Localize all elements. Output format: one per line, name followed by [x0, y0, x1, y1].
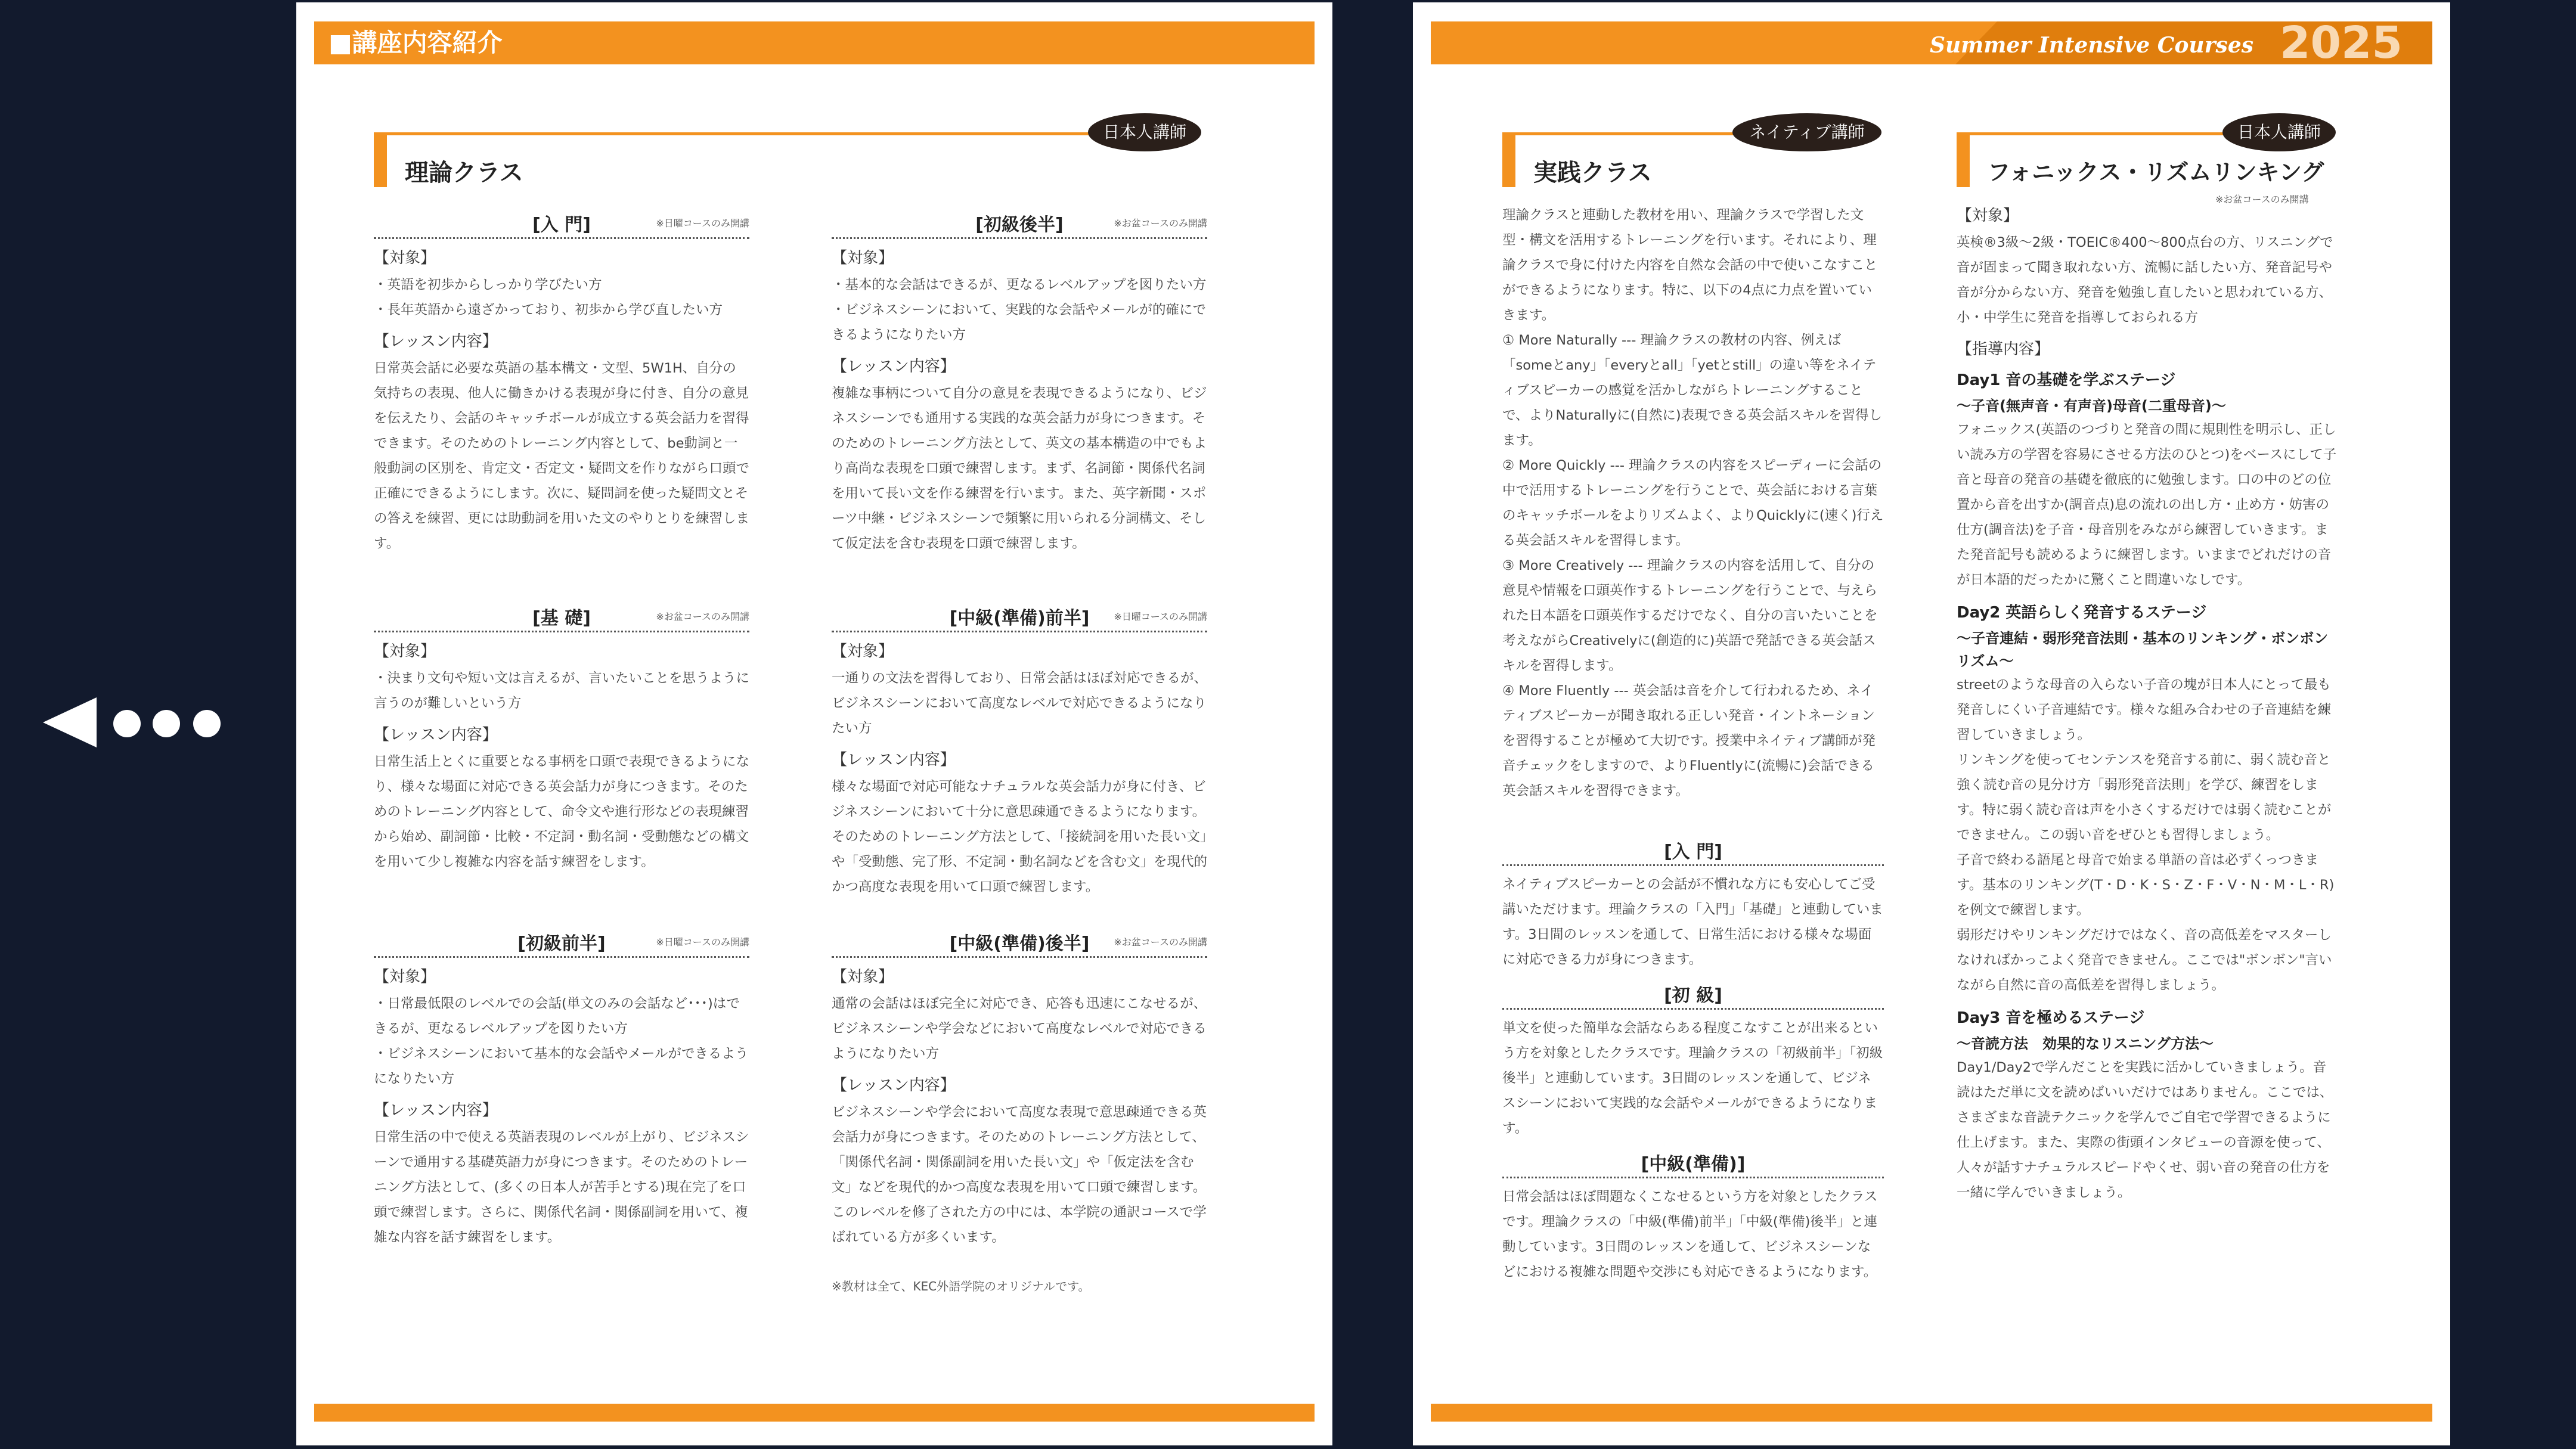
class-note: ※お盆コースのみ開講	[656, 611, 749, 622]
target-item: ・日常最低限のレベルでの会話(単文のみの会話など･･･)はできるが、更なるレベルアップを図りたい方	[374, 996, 740, 1037]
class-title: [初級後半]	[975, 215, 1064, 235]
target-label: 【対象】	[374, 643, 436, 660]
target-label: 【対象】	[1957, 207, 2019, 225]
target-item: ・ビジネスシーンにおいて、実践的な会話やメールが的確にできるようになりたい方	[832, 302, 1206, 343]
class-header	[374, 925, 749, 958]
class-block	[832, 206, 1207, 556]
class-note: ※日曜コースのみ開講	[656, 218, 749, 229]
day-text: streetのような母音の入らない子音の塊が日本人にとって最も発音しにくい子音連結です。様々な組み合わせの子音連結を練習していきましょう。	[1957, 677, 2332, 743]
practice-intro: 理論クラスと連動した教材を用い、理論クラスで学習した文型・構文を活用するトレーニングを行います。それにより、理論クラスで身に付けた内容を自然な会話の中で使いこなすことができるようになります。特に、以下の4点に力点を置いていきます。	[1502, 207, 1878, 323]
day-text: リンキングを使ってセンテンスを発音する前に、弱く読む音と強く読む音の見分け方「弱形発音法則」を学び、練習をします。特に弱く読む音は声を小さくするだけでは弱く読むことができません。この弱い音をぜひとも習得しましょう。	[1957, 752, 2332, 843]
lesson-text: 日常生活の中で使える英語表現のレベルが上がり、ビジネスシーンで通用する基礎英語力が身につきます。そのためのトレーニング方法として、(多くの日本人が苦手とする)現在完了を口頭で練習します。さらに、関係代名詞・関係副詞を用いて、複雑な内容を話す練習をします。	[374, 1130, 749, 1245]
materials-footnote: ※教材は全て、KEC外語学院のオリジナルです。	[832, 1279, 1090, 1293]
class-block	[374, 925, 749, 1250]
class-block	[832, 600, 1207, 899]
accent-vertical-line	[1502, 132, 1515, 187]
practice-point: ③ More Creatively --- 理論クラスの内容を活用して、自分の意見や情報を口頭英作するトレーニングを行うことで、与えられた日本語を口頭英作するだけでなく、自分の言いたいことを考えながらCreativelyに(創造的に)英語で発話できる英会話スキルを習得します。	[1502, 558, 1878, 674]
class-title: [中級(準備)前半]	[949, 608, 1090, 629]
theory-column-right	[832, 925, 1207, 1250]
target-item: ・長年英語から遠ざかっており、初歩から学び直したい方	[374, 302, 723, 318]
target-label: 【対象】	[374, 968, 436, 986]
right-footer-bar	[1431, 1404, 2432, 1422]
day-title: Day1 音の基礎を学ぶステージ	[1957, 371, 2176, 389]
lesson-text: 日常生活上とくに重要となる事柄を口頭で表現できるようになり、様々な場面に対応できる英会話力が身につきます。そのためのトレーニング内容として、命令文や進行形などの表現練習から始め、副詞節・比較・不定詞・動名詞・受動態などの構文を用いて少し複雑な内容を話す練習をします。	[374, 754, 750, 870]
level-text: 単文を使った簡単な会話ならある程度こなすことが出来るという方を対象としたクラスです。理論クラスの「初級前半」「初級後半」と連動しています。3日間のレッスンを通して、ビジネスシーンにおいて実践的な会話やメールができるようになります。	[1502, 1020, 1883, 1136]
phonics-note: ※お盆コースのみ開講	[2215, 194, 2309, 205]
class-block	[374, 206, 749, 556]
target-item: ・ビジネスシーンにおいて基本的な会話やメールができるようになりたい方	[374, 1046, 749, 1087]
day-subtitle: 〜子音連結・弱形発音法則・基本のリンキング・ボンボンリズム〜	[1957, 630, 2329, 669]
page-dot-3[interactable]	[193, 710, 221, 737]
target-label: 【対象】	[832, 249, 894, 267]
accent-vertical-line	[374, 132, 387, 187]
target-item: ・英語を初歩からしっかり学びたい方	[374, 277, 602, 293]
target-item: 一通りの文法を習得しており、日常会話はほぼ対応できるが、ビジネスシーンにおいて高度なレベルで対応できるようになりたい方	[832, 671, 1208, 736]
day-text: 弱形だけやリンキングだけではなく、音の高低差をマスターしなければかっこよく発音できません。ここでは"ボンボン"言いながら自然に音の高低差を習得しましょう。	[1957, 927, 2332, 993]
class-note: ※お盆コースのみ開講	[1114, 218, 1207, 229]
level-title: [入 門]	[1664, 842, 1722, 862]
practice-point: ② More Quickly --- 理論クラスの内容をスピーディーに会話の中で活用するトレーニングを行うことで、英会話における言葉のキャッチボールをよりリズムよく、よりQuicklyに(速く)行える英会話スキルを習得します。	[1502, 458, 1884, 548]
class-header	[374, 600, 749, 632]
day-subtitle: 〜音読方法 効果的なリスニング方法〜	[1957, 1035, 2214, 1052]
class-title: [基 礎]	[532, 608, 591, 629]
lesson-label: 【レッスン内容】	[374, 333, 498, 350]
right-header-bar	[1431, 17, 2432, 69]
section-title: フォニックス・リズムリンキング	[1988, 159, 2324, 185]
lesson-label: 【レッスン内容】	[374, 1102, 498, 1119]
practice-point: ④ More Fluently --- 英会話は音を介して行われるため、ネイティブスピーカーが聞き取れる正しい発音・イントネーションを習得することが極めて大切です。授業中ネイティブ講師が発音チェックをしますので、よりFluentlyに(流暢に)会話できる英会話スキルを習得できます。	[1502, 683, 1876, 799]
lesson-label: 【レッスン内容】	[832, 1076, 956, 1094]
page-title: ■講座内容紹介	[328, 28, 503, 57]
target-text: 英検®3級〜2級・TOEIC®400〜800点台の方、リスニングで音が固まって聞き取れない方、流暢に話したい方、発音記号や音が分からない方、発音を勉強し直したいと思われている方、小・中学生に発音を指導しておられる方	[1957, 235, 2333, 325]
target-label: 【対象】	[374, 249, 436, 267]
target-label: 【対象】	[832, 968, 894, 986]
theory-column-right	[832, 600, 1207, 899]
level-text: ネイティブスピーカーとの会話が不慣れな方にも安心してご受講いただけます。理論クラスの「入門」「基礎」と連動しています。3日間のレッスンを通して、日常生活における様々な場面に対応できる力が身につきます。	[1502, 877, 1883, 967]
class-header	[832, 206, 1207, 239]
left-header-bar	[314, 21, 1315, 64]
theory-column-left	[374, 925, 749, 1250]
practice-column	[1502, 203, 1884, 803]
day-text: フォニックス(英語のつづりと発音の間に規則性を明示し、正しい読み方の学習を容易にさせる方法のひとつ)をベースにして子音と母音の発音の基礎を徹底的に勉強します。口の中のどの位置から音を出すか(調音点)息の流れの出し方・止め方・妨害の仕方(調音法)を子音・母音別をみながら練習していきます。また発音記号も読めるように練習します。いままでどれだけの音が日本語的だったかに驚くこと間違いなしです。	[1957, 422, 2337, 588]
class-header	[374, 206, 749, 239]
left-page	[296, 2, 1332, 1445]
accent-vertical-line	[1957, 132, 1970, 187]
theory-column-left	[374, 206, 749, 556]
target-item: 通常の会話はほぼ完全に対応でき、応答も迅速にこなせるが、ビジネスシーンや学会などにおいて高度なレベルで対応できるようになりたい方	[832, 996, 1207, 1062]
section-title: 理論クラス	[405, 159, 523, 187]
class-note: ※日曜コースのみ開講	[1114, 611, 1207, 622]
right-page	[1413, 2, 2450, 1445]
theory-column-left	[374, 600, 749, 874]
header-year: 2025	[2280, 17, 2403, 69]
target-item: ・決まり文句や短い文は言えるが、言いたいことを思うように言うのが難しいという方	[374, 671, 750, 711]
class-note: ※お盆コースのみ開講	[1114, 936, 1207, 948]
class-title: [初級前半]	[517, 933, 606, 954]
day-title: Day3 音を極めるステージ	[1957, 1009, 2145, 1027]
theory-section-head	[374, 132, 1202, 192]
day-text: 子音で終わる語尾と母音で始まる単語の音は必ずくっつきます。基本のリンキング(T・D・K・S・Z・F・V・N・M・L・R)を例文で練習します。	[1957, 852, 2335, 918]
day-subtitle: 〜子音(無声音・有声音)母音(二重母音)〜	[1957, 398, 2226, 414]
lesson-label: 【レッスン内容】	[374, 726, 498, 744]
day-title: Day2 英語らしく発音するステージ	[1957, 604, 2207, 622]
level-title: [中級(準備)]	[1641, 1154, 1746, 1175]
level-header	[1502, 977, 1884, 1010]
class-title: [入 門]	[532, 215, 591, 235]
level-header	[1502, 833, 1884, 866]
level-header	[1502, 1146, 1884, 1178]
lesson-label: 【レッスン内容】	[832, 358, 956, 376]
class-header	[832, 600, 1207, 632]
day-text: Day1/Day2で学んだことを実践に活かしていきましょう。音読はただ単に文を読めばいいだけではありません。ここでは、さまざまな音読テクニックを学んでご自宅で学習できるように仕上げます。また、実際の街頭インタビューの音源を使って、人々が話すナチュラルスピードやくせ、弱い音の発音の仕方を一緒に学んでいきましょう。	[1957, 1060, 2333, 1200]
class-title: [中級(準備)後半]	[949, 933, 1090, 954]
page-dot-1[interactable]	[113, 710, 141, 737]
prev-page-icon[interactable]	[43, 697, 97, 747]
target-item: ・基本的な会話はできるが、更なるレベルアップを図りたい方	[832, 277, 1207, 293]
lesson-text: ビジネスシーンや学会において高度な表現で意思疎通できる英会話力が身につきます。そのためのトレーニング方法として、「関係代名詞・関係副詞を用いた長い文」や「仮定法を含む文」などを現代的かつ高度な表現を用いて口頭で練習します。このレベルを修了された方の中には、本学院の通訳コースで学ばれている方が多くいます。	[832, 1104, 1207, 1245]
instructor-badge: ネイティブ講師	[1732, 113, 1881, 151]
class-header	[832, 925, 1207, 958]
class-block	[832, 925, 1207, 1250]
lesson-text: 複雑な事柄について自分の意見を表現できるようになり、ビジネスシーンでも通用する実践的な英会話力が身につきます。そのためのトレーニング方法として、英文の基本構造の中でもより高尚な表現を口頭で練習します。まず、名詞節・関係代名詞を用いて長い文を作る練習を行います。また、英字新聞・スポーツ中継・ビジネスシーンで頻繁に用いられる分詞構文、そして仮定法を含む表現を口頭で練習します。	[832, 386, 1207, 551]
practice-point: ① More Naturally --- 理論クラスの教材の内容、例えば「someとany」「everyとall」「yetとstill」の違い等をネイティブスピーカーの感覚を活かしながらトレーニングすることで、よりNaturallyに(自然に)表現できる英会話スキルを習得します。	[1502, 333, 1882, 448]
section-title: 実践クラス	[1533, 159, 1652, 187]
lesson-label: 【レッスン内容】	[832, 751, 956, 769]
page-dot-2[interactable]	[153, 710, 180, 737]
header-subtitle: Summer Intensive Courses	[1929, 33, 2253, 58]
guidance-label: 【指導内容】	[1957, 340, 2050, 358]
lesson-text: 様々な場面で対応可能なナチュラルな英会話力が身に付き、ビジネスシーンにおいて十分に意思疎通できるようになります。そのためのトレーニング方法として、「接続詞を用いた長い文」や「受動態、完了形、不定詞・動名詞などを含む文」を現代的かつ高度な表現を用いて口頭で練習します。	[832, 779, 1208, 895]
level-title: [初 級]	[1664, 985, 1722, 1006]
left-footer-bar	[314, 1404, 1315, 1422]
class-note: ※日曜コースのみ開講	[656, 936, 749, 948]
target-label: 【対象】	[832, 643, 894, 660]
level-text: 日常会話はほぼ問題なくこなせるという方を対象としたクラスです。理論クラスの「中級(準備)前半」「中級(準備)後半」と連動しています。3日間のレッスンを通して、ビジネスシーンなどにおける複雑な問題や交渉にも対応できるようになります。	[1502, 1189, 1878, 1280]
class-block	[374, 600, 749, 874]
practice-levels	[1502, 833, 1884, 1284]
accent-horizontal-line	[374, 132, 1119, 135]
instructor-badge: 日本人講師	[2222, 113, 2336, 151]
lesson-text: 日常英会話に必要な英語の基本構文・文型、5W1H、自分の気持ちの表現、他人に働きかける表現が身に付き、自分の意見を伝えたり、会話のキャッチボールが成立する英会話力を習得できます。そのためのトレーニング内容として、be動詞と一般動詞の区別を、肯定文・否定文・疑問文を作りながら口頭で正確にできるようにします。次に、疑問詞を使った疑問文とその答えを練習、更には助動詞を用いた文のやりとりを練習します。	[374, 361, 750, 551]
phonics-column	[1957, 200, 2338, 1205]
theory-column-right	[832, 206, 1207, 556]
instructor-badge: 日本人講師	[1088, 113, 1201, 151]
